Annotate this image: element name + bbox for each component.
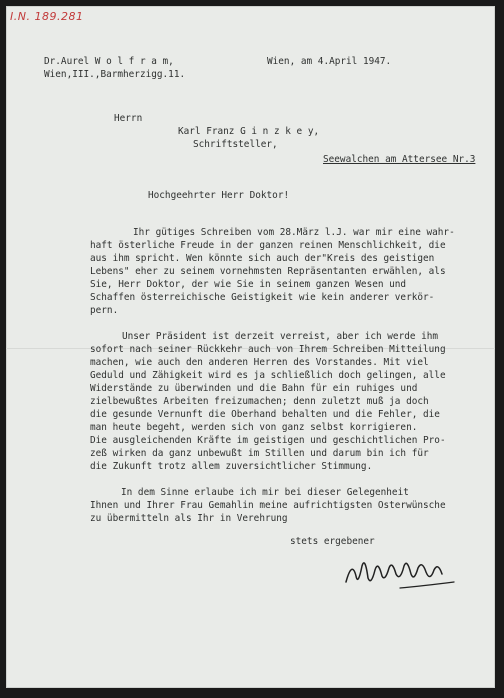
- body-line: Unser Präsident ist derzeit verreist, aber ich werde ihm: [122, 331, 439, 342]
- body-line: zu übermitteln als Ihr in Verehrung: [90, 513, 288, 524]
- recipient-title: Schriftsteller,: [193, 139, 278, 150]
- body-line: pern.: [90, 305, 119, 316]
- body-line: Schaffen österreichische Geistigkeit wie kein anderer verkör-: [90, 292, 435, 303]
- body-line: In dem Sinne erlaube ich mir bei dieser Gelegenheit: [121, 487, 409, 498]
- body-line: Lebens" eher zu seinem vornehmsten Repräsentanten erwählen, als: [90, 266, 446, 277]
- body-line: zeß wirken da ganz unbewußt im Stillen und darum bin ich für: [90, 448, 429, 459]
- body-line: die gesunde Vernunft die Oberhand behalten und die Fehler, die: [90, 409, 440, 420]
- body-line: haft österliche Freude in der ganzen reinen Menschlichkeit, die: [90, 240, 446, 251]
- body-line: Die ausgleichenden Kräfte im geistigen und geschichtlichen Pro-: [90, 435, 446, 446]
- body-line: zielbewußtes Arbeiten freizumachen; denn zuletzt muß ja doch: [90, 396, 429, 407]
- inventory-mark: I.N. 189.281: [10, 10, 84, 23]
- handwritten-signature: [342, 552, 460, 594]
- body-line: sofort nach seiner Rückkehr auch von Ihrem Schreiben Mitteilung: [90, 344, 446, 355]
- recipient-name: Karl Franz G i n z k e y,: [178, 126, 320, 137]
- body-line: machen, wie auch den anderen Herren des Vorstandes. Mit viel: [90, 357, 429, 368]
- body-line: man heute begeht, werden sich von ganz selbst korrigieren.: [90, 422, 418, 433]
- body-line: Sie, Herr Doktor, der wie Sie in seinem ganzen Wesen und: [90, 279, 407, 290]
- body-line: die Zukunft trotz allem zuversichtlicher Stimmung.: [90, 461, 373, 472]
- greeting: Hochgeehrter Herr Doktor!: [148, 190, 290, 201]
- body-line: aus ihm spricht. Wen könnte sich auch der"Kreis des geistigen: [90, 253, 435, 264]
- body-line: Widerstände zu überwinden und die Bahn für ein ruhiges und: [90, 383, 418, 394]
- recipient-salutation: Herrn: [114, 113, 143, 124]
- sender-name: Dr.Aurel W o l f r a m,: [44, 56, 174, 67]
- sender-address: Wien,III.,Barmherzigg.11.: [44, 69, 186, 80]
- letter-date: Wien, am 4.April 1947.: [267, 56, 392, 67]
- recipient-address: Seewalchen am Attersee Nr.3: [323, 154, 476, 165]
- body-line: Ihnen und Ihrer Frau Gemahlin meine aufrichtigsten Osterwünsche: [90, 500, 446, 511]
- body-line: Ihr gütiges Schreiben vom 28.März l.J. war mir eine wahr-: [133, 227, 455, 238]
- body-line: Geduld und Zähigkeit wird es ja schließlich doch gelingen, alle: [90, 370, 446, 381]
- closing: stets ergebener: [290, 536, 375, 547]
